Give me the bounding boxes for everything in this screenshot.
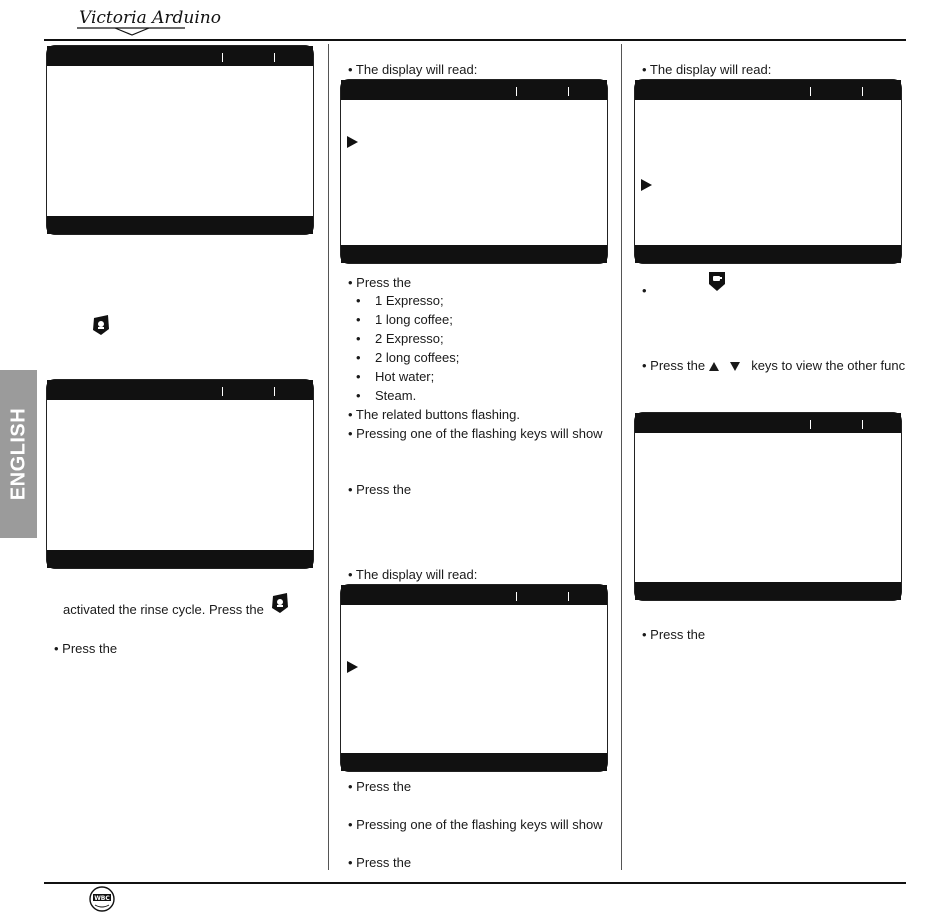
list-item: • Hot water; bbox=[356, 369, 435, 384]
display-screen bbox=[340, 79, 608, 264]
column-separator-2 bbox=[621, 44, 622, 870]
selection-arrow-icon bbox=[347, 661, 358, 673]
list-item: • 1 Expresso; bbox=[356, 293, 444, 308]
language-side-tab bbox=[0, 370, 37, 538]
list-item: • 2 Expresso; bbox=[356, 331, 444, 346]
list-item: • Steam. bbox=[356, 388, 417, 403]
display-bottom-bar bbox=[635, 245, 901, 263]
instruction-text: • Pressing one of the flashing keys will show bbox=[348, 426, 603, 441]
instruction-text: • The display will read: bbox=[348, 567, 478, 582]
footer-rule bbox=[44, 882, 906, 884]
arrow-down-icon bbox=[730, 362, 740, 371]
logo-script-text: Victoria Arduino bbox=[79, 8, 221, 28]
victoria-arduino-logo bbox=[75, 3, 221, 37]
footer-logo-text: WBC bbox=[94, 895, 110, 902]
instruction-text: • The display will read: bbox=[642, 62, 772, 77]
display-screen bbox=[634, 79, 902, 264]
selection-arrow-icon bbox=[347, 136, 358, 148]
arrow-up-icon bbox=[709, 362, 719, 371]
list-item: • 1 long coffee; bbox=[356, 312, 453, 327]
display-top-bar bbox=[341, 80, 607, 100]
wbc-badge-logo bbox=[88, 886, 116, 912]
beverage-list bbox=[356, 293, 460, 407]
selection-arrow-icon bbox=[641, 179, 652, 191]
side-tab-label: ENGLISH bbox=[7, 407, 29, 501]
display-bottom-bar bbox=[47, 216, 313, 234]
header-rule bbox=[44, 39, 906, 41]
instruction-text: • Pressing one of the flashing keys will show bbox=[348, 817, 603, 832]
display-screen bbox=[46, 379, 314, 569]
display-top-bar bbox=[47, 46, 313, 66]
instruction-text: • Press the bbox=[348, 482, 412, 497]
rinse-cycle-text: activated the rinse cycle. Press the bbox=[63, 602, 264, 617]
instruction-text: • Press the bbox=[348, 855, 412, 870]
instruction-text: • The display will read: bbox=[348, 62, 478, 77]
display-bottom-bar bbox=[341, 245, 607, 263]
coffee-key-icon bbox=[707, 270, 727, 292]
display-screen bbox=[340, 584, 608, 772]
display-bottom-bar bbox=[47, 550, 313, 568]
instruction-text: • The related buttons flashing. bbox=[348, 407, 520, 422]
instruction-text: • Press the bbox=[54, 641, 118, 656]
column-separator-1 bbox=[328, 44, 329, 870]
display-top-bar bbox=[635, 80, 901, 100]
rinse-key-icon bbox=[91, 314, 111, 336]
display-top-bar bbox=[47, 380, 313, 400]
list-item: • 2 long coffees; bbox=[356, 350, 460, 365]
navigation-instruction: • Press the keys to view the other func bbox=[642, 358, 906, 373]
bullet: • bbox=[642, 283, 647, 298]
instruction-text: • Press the bbox=[348, 779, 412, 794]
display-screen bbox=[46, 45, 314, 235]
instruction-text: • Press the bbox=[642, 627, 706, 642]
display-top-bar bbox=[635, 413, 901, 433]
rinse-key-icon bbox=[270, 592, 290, 614]
display-top-bar bbox=[341, 585, 607, 605]
display-screen bbox=[634, 412, 902, 601]
display-bottom-bar bbox=[635, 582, 901, 600]
instruction-text: • Press the bbox=[348, 275, 412, 290]
display-bottom-bar bbox=[341, 753, 607, 771]
